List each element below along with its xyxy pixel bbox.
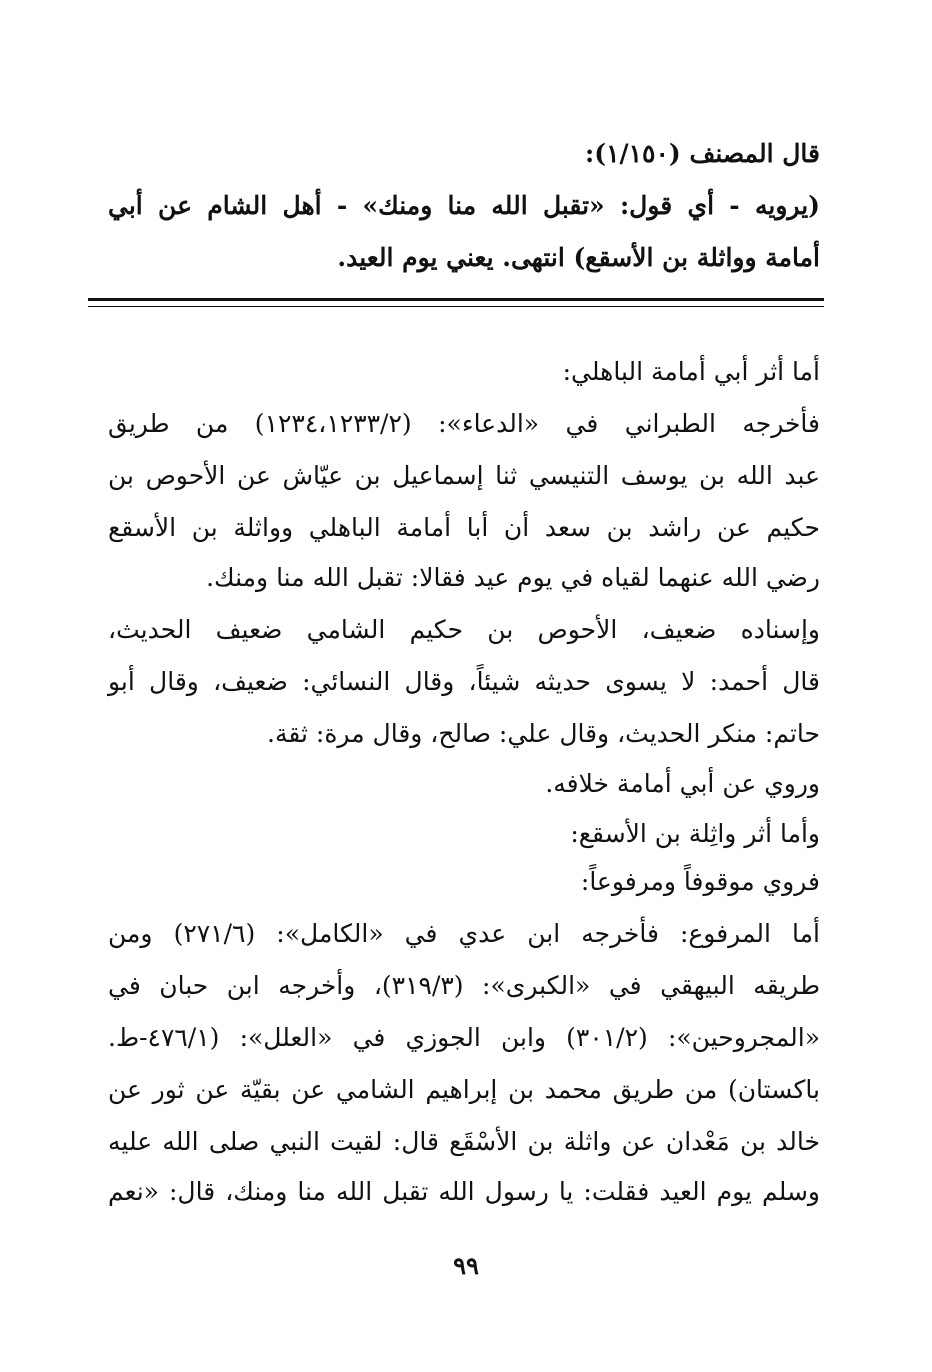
quoted-text-line-1: (يرويه - أي قول: «تقبل الله منا ومنك» - أهل الشام عن أبي xyxy=(108,191,820,220)
body-line: رضي الله عنهما لقياه في يوم عيد فقالا: تقبل الله منا ومنك. xyxy=(206,563,820,592)
body-line: حاتم: منكر الحديث، وقال علي: صالح، وقال مرة: ثقة. xyxy=(267,719,820,748)
body-line: طريقه البيهقي في «الكبرى»: (٣١٩/٣)، وأخرجه ابن حبان في xyxy=(108,971,820,1000)
body-line: قال أحمد: لا يسوى حديثه شيئاً، وقال النسائي: ضعيف، وقال أبو xyxy=(108,667,820,696)
divider-rule-thin xyxy=(88,306,824,307)
body-line: «المجروحين»: (٣٠١/٢) وابن الجوزي في «العلل»: (٤٧٦/١-ط. xyxy=(108,1023,821,1052)
body-line: خالد بن مَعْدان عن واثلة بن الأسْقَع قال: لقيت النبي صلى الله عليه xyxy=(108,1127,820,1156)
page-number: ٩٩ xyxy=(453,1251,479,1280)
section-heading: قال المصنف (١/١٥٠): xyxy=(585,139,820,168)
body-line: عبد الله بن يوسف التنيسي ثنا إسماعيل بن عيّاش عن الأحوص بن xyxy=(108,461,820,490)
body-line: فروي موقوفاً ومرفوعاً: xyxy=(580,867,820,896)
body-line: وإسناده ضعيف، الأحوص بن حكيم الشامي ضعيف الحديث، xyxy=(108,615,820,644)
body-line: فأخرجه الطبراني في «الدعاء»: (١٢٣٤،١٢٣٣/٢) من طريق xyxy=(108,409,821,438)
body-line: وسلم يوم العيد فقلت: يا رسول الله تقبل الله منا ومنك، قال: «نعم xyxy=(108,1177,820,1206)
body-line: أما أثر أبي أمامة الباهلي: xyxy=(562,357,820,386)
body-line: أما المرفوع: فأخرجه ابن عدي في «الكامل»: (٢٧١/٦) ومن xyxy=(108,919,820,948)
body-line: باكستان) من طريق محمد بن إبراهيم الشامي عن بقيّة عن ثور عن xyxy=(108,1075,820,1104)
body-line: حكيم عن راشد بن سعد أن أبا أمامة الباهلي وواثلة بن الأسقع xyxy=(108,513,820,542)
body-line: وأما أثر واثِلة بن الأسقع: xyxy=(570,819,820,848)
body-line: وروي عن أبي أمامة خلافه. xyxy=(545,769,820,798)
quoted-text-line-2: أمامة وواثلة بن الأسقع) انتهى. يعني يوم العيد. xyxy=(337,243,820,272)
divider-rule-thick xyxy=(88,298,824,301)
